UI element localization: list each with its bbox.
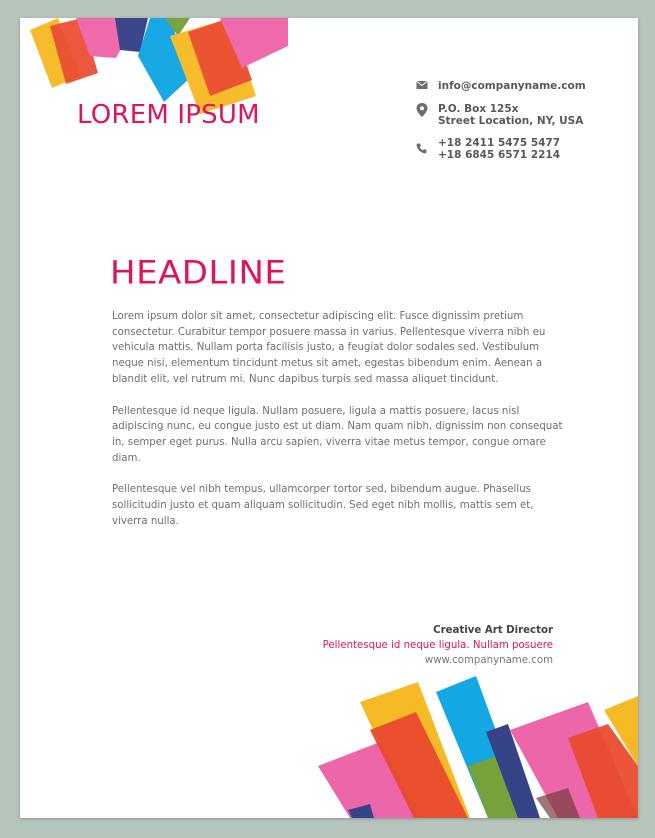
signature-tagline: Pellentesque id neque ligula. Nullam posuere xyxy=(322,640,553,651)
company-logo-text: LOREM IPSUM xyxy=(77,100,260,130)
headline: HEADLINE xyxy=(110,254,287,292)
paragraph: Lorem ipsum dolor sit amet, consectetur adipiscing elit. Fusce dignissim pretium consectetur. Curabitur tempor posuere massa in varius. Pellentesque viverra nibh eu vehicula mattis. Nullam porta facilisis justo, a feugiat dolor sodales sed. Vestibulum neque nisi, elementum tincidunt metus sit amet, egestas bibendum enim. Aenean a blandit elit, vel rutrum mi. Nunc dapibus turpis sed massa aliquet tincidunt. xyxy=(112,311,546,385)
letterhead-page xyxy=(20,18,638,818)
contact-address-line2: Street Location, NY, USA xyxy=(438,115,584,127)
phone-icon xyxy=(416,137,438,157)
contact-email-row xyxy=(416,80,586,93)
contact-phone1: +18 2411 5475 5477 xyxy=(438,137,561,149)
signature-website[interactable]: www.companyname.com xyxy=(424,655,553,666)
contact-address-row xyxy=(416,103,586,127)
contact-block xyxy=(416,80,586,171)
contact-phone2: +18 6845 6571 2214 xyxy=(438,149,561,161)
envelope-icon xyxy=(416,80,438,93)
contact-email[interactable]: info@companyname.com xyxy=(438,80,586,92)
bottom-right-decoration xyxy=(318,670,638,818)
contact-phone-row xyxy=(416,137,586,161)
signature-block xyxy=(323,623,553,668)
map-pin-icon xyxy=(416,103,438,120)
paragraph: Pellentesque vel nibh tempus, ullamcorper tortor sed, bibendum augue. Phasellus sollicitudin justo et quam aliquam sollicitudin. Sed eget nibh mollis, mattis sem et, viverra nulla. xyxy=(112,484,534,527)
body-text xyxy=(112,309,564,545)
paragraph: Pellentesque id neque ligula. Nullam posuere, ligula a mattis posuere, lacus nisl adipiscing nunc, eu congue justo est ut diam. Nam quam nibh, dignissim non consequat in, semper eget purus. Nulla arcu sapien, viverra vitae metus tempor, congue ornare diam. xyxy=(112,405,563,464)
contact-address-line1: P.O. Box 125x xyxy=(438,103,519,115)
signature-title: Creative Art Director xyxy=(433,625,553,636)
